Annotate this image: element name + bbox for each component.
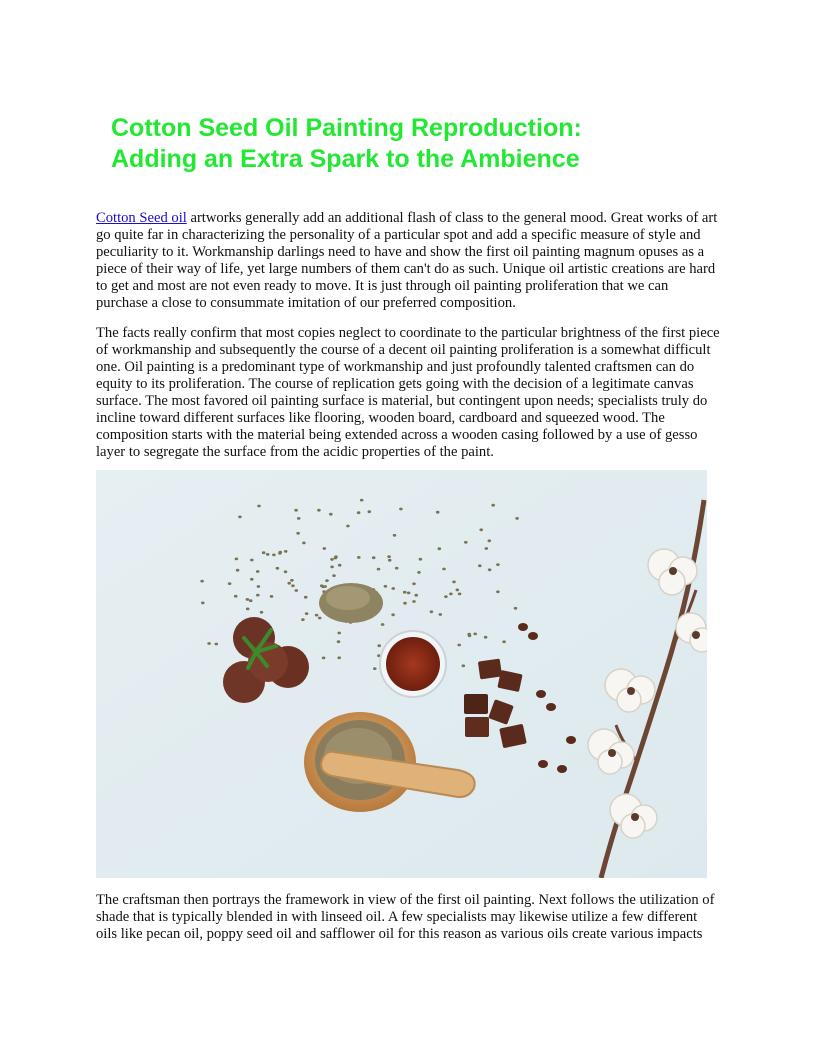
seed xyxy=(297,517,301,520)
seed xyxy=(515,517,519,520)
seed xyxy=(430,610,434,613)
seed xyxy=(377,568,381,571)
seed xyxy=(207,642,211,645)
seed xyxy=(484,636,488,639)
seed xyxy=(284,570,288,573)
seed xyxy=(238,516,242,519)
seed xyxy=(403,602,407,605)
seed xyxy=(296,532,300,535)
seed xyxy=(462,664,466,667)
seed xyxy=(488,568,492,571)
seed xyxy=(438,547,442,550)
seed xyxy=(332,574,336,577)
seed xyxy=(236,569,240,572)
seed xyxy=(473,633,477,636)
seed xyxy=(272,554,276,557)
seed xyxy=(496,590,500,593)
seed xyxy=(270,595,274,598)
seed xyxy=(357,556,361,559)
seed xyxy=(391,613,395,616)
seed xyxy=(407,592,411,595)
seed xyxy=(502,640,506,643)
seed xyxy=(391,587,395,590)
seed xyxy=(479,528,483,531)
seed xyxy=(381,623,385,626)
seed xyxy=(393,534,397,537)
seed xyxy=(257,505,261,508)
seed xyxy=(246,608,250,611)
title-line-1: Cotton Seed Oil Painting Reproduction: xyxy=(111,114,582,142)
seed xyxy=(377,644,381,647)
seed xyxy=(305,612,309,615)
seed xyxy=(395,567,399,570)
paragraph-1-text: artworks generally add an additional flash of class to the general mood. Great works of art go quite far in characterizing the personality of a particular spot and add a specific measure of style and peculiarity to it. Workmanship darlings need to have and show the first oil painting magnum opuses as a piece of their way of life, yet large numbers of them can't do as such. Unique oil artistic creations are hard to get and most are not even ready to move. It is just through oil painting proliferation that we can purchase a close to consummate imitation of our preferred composition. xyxy=(96,210,718,311)
seed xyxy=(325,579,329,582)
seed xyxy=(456,589,460,592)
seed xyxy=(322,657,326,660)
seed xyxy=(368,510,372,513)
seed xyxy=(488,539,492,542)
seed xyxy=(491,504,495,507)
seed xyxy=(467,633,471,636)
seed xyxy=(257,585,261,588)
seed xyxy=(295,589,299,592)
seed xyxy=(284,550,288,553)
seed xyxy=(412,600,416,603)
seed xyxy=(514,607,518,610)
seed xyxy=(360,499,364,502)
seed xyxy=(278,552,282,555)
seed xyxy=(262,551,266,554)
seed xyxy=(290,579,294,582)
seed xyxy=(412,582,416,585)
seed xyxy=(330,566,334,569)
cotton-seed-oil-link[interactable]: Cotton Seed oil xyxy=(96,210,187,226)
seed xyxy=(338,564,342,567)
seed xyxy=(436,511,440,514)
paragraph-2: The facts really confirm that most copies neglect to coordinate to the particular brightness of the first piece of workmanship and subsequently the course of a decent oil painting proliferation is a somewhat difficult one. Oil painting is a predominant type of workmanship and just profoundly talented craftsmen can do equity to its proliferation. The course of replication gets going with the decision of a legitimate canvas surface. The most favored oil painting surface is material, but contingent upon needs; specialists truly do incline toward different surfaces like flooring, wooden board, cardboard and squeezed wood. The composition starts with the material being extended across a wooden casing followed by a use of gesso layer to segregate the surface from the acidic properties of the paint. xyxy=(96,325,720,460)
seed xyxy=(457,644,461,647)
seed xyxy=(318,617,322,620)
seed xyxy=(387,555,391,558)
seed xyxy=(485,547,489,550)
title-line-2: Adding an Extra Spark to the Ambience xyxy=(111,145,580,173)
seed xyxy=(337,656,341,659)
seed xyxy=(250,578,254,581)
seed xyxy=(304,596,308,599)
seed xyxy=(372,556,376,559)
article-title xyxy=(111,113,711,175)
seed xyxy=(357,511,361,514)
seed xyxy=(301,618,305,621)
seed xyxy=(449,593,453,596)
seed xyxy=(419,558,423,561)
seed xyxy=(302,542,306,545)
seed xyxy=(452,581,456,584)
seed xyxy=(346,525,350,528)
seed xyxy=(256,594,260,597)
seed xyxy=(414,594,418,597)
seed xyxy=(256,570,260,573)
seed xyxy=(323,547,327,550)
seed xyxy=(458,593,462,596)
seed xyxy=(246,598,250,601)
seed xyxy=(287,582,291,585)
seed xyxy=(250,559,254,562)
paragraph-3: The craftsman then portrays the framework in view of the first oil painting. Next follows the utilization of shade that is typically blended in with linseed oil. A few specialists may likewise utilize a few different oils like pecan oil, poppy seed oil and safflower oil for this reason as various oils create various impacts xyxy=(96,892,715,942)
seed xyxy=(478,564,482,567)
seed xyxy=(464,541,468,544)
paragraph-1 xyxy=(96,210,720,312)
seed xyxy=(337,640,341,643)
powder-jar xyxy=(380,631,446,697)
seed xyxy=(334,555,338,558)
seed xyxy=(403,591,407,594)
seed xyxy=(384,585,388,588)
seed xyxy=(321,585,325,588)
seed xyxy=(235,558,239,561)
seed xyxy=(234,595,238,598)
seed xyxy=(329,513,333,516)
seed xyxy=(266,553,270,556)
seed xyxy=(337,632,341,635)
seed xyxy=(399,508,403,511)
cotton-seed-photo xyxy=(96,470,707,878)
seed xyxy=(294,509,298,512)
seed xyxy=(442,568,446,571)
seed xyxy=(315,614,319,617)
seed xyxy=(276,567,280,570)
seed xyxy=(249,599,253,602)
seed xyxy=(444,595,448,598)
seed xyxy=(330,558,334,561)
seed xyxy=(496,563,500,566)
seed xyxy=(228,582,232,585)
seed xyxy=(417,571,421,574)
seed xyxy=(260,611,264,614)
seed xyxy=(439,613,443,616)
seed xyxy=(201,602,205,605)
seed xyxy=(200,580,204,583)
seed xyxy=(388,559,392,562)
seed xyxy=(373,667,377,670)
seed xyxy=(291,584,295,587)
seed xyxy=(215,643,219,646)
seed xyxy=(317,509,321,512)
